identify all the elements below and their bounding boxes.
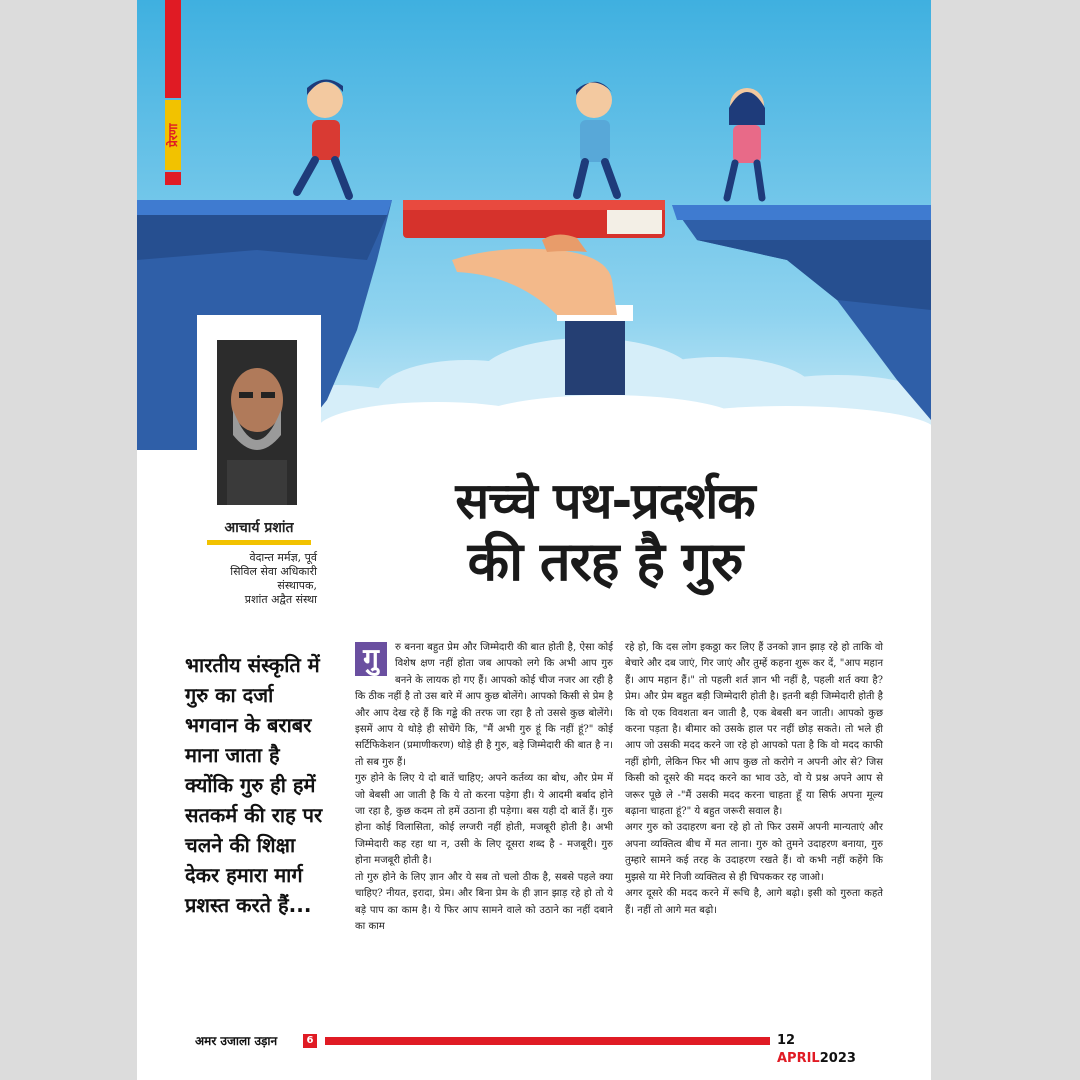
section-label: प्रेरणा [165,100,181,170]
headline-line-2: की तरह है गुरु [467,530,743,593]
article-body [355,640,883,1010]
article-paragraph: रहे हो, कि दस लोग इकठ्ठा कर लिए हैं उनको ज्ञान झाड़ रहे हो ताकि वो बेचारे और दब जाएं, गिर जाएं और तुम्हें कहना शुरू कर दें, "आप महान हैं। आप महान हैं।" तो पहली शर्त ज्ञान भी नहीं है, पहली शर्त क्या है? प्रेम। और प्रेम बहुत बड़ी जिम्मेदारी होती है। इतनी बड़ी जिम्मेदारी होती है कि वो एक विवशता बन जाती है, एक बेबसी बन जाती। आपको कुछ करना पड़ता है। बीमार को उसके हाल पर नहीं छोड़ सकते। तो भले ही आप जो उसकी मदद करने जा रहे हो आपको पता है कि वो मदद काफी नहीं होगी, लेकिन फिर भी आप कुछ तो करोगे न अपनी ओर से? जिस किसी को दूसरे की मदद करने का भाव उठे, वो ये प्रश्न अपने आप से जरूर पूछे ले -"मैं उसकी मदद करना चाहता हूँ या सिर्फ अपना मूल्य बढ़ाना चाहता हूं?" ये बहुत जरूरी सवाल है। [625,642,883,818]
author-desc-line: प्रशांत अद्वैत संस्था [244,593,317,606]
article-column-1 [355,640,613,935]
date-year: 2023 [819,1051,856,1066]
footer-red-rule [325,1037,770,1045]
article-headline [415,472,795,594]
article-intro-text: रु बनना बहुत प्रेम और जिम्मेदारी की बात होती है, ऐसा कोई विशेष क्षण नहीं होता जब आपको लगे कि अभी आप गुरु बनने के लायक हो गए हैं। आपको कोई चीज नजर आ रही है कि ठीक नहीं है तो उस बारे में आप कुछ बोलेंगे। आपको किसी से प्रेम है और आप देख रहे हैं कि गड्ढे की तरफ जा रहा है तो उससे कुछ बोलेंगे। इसमें आप ये थोड़े ही सोचेंगे कि, "मैं अभी गुरु हूं कि नहीं हूं?" कोई सर्टिफिकेशन (प्रमाणीकरण) थोड़े ही है गुरु, बड़े जिम्मेदारी की बात है न। तो सब गुरु हैं। [355,642,613,768]
page-footer [195,1032,875,1066]
author-desc-line: वेदान्त मर्मज्ञ, पूर्व [249,551,317,564]
author-name: आचार्य प्रशांत [224,520,294,536]
article-paragraph: तो गुरु होने के लिए ज्ञान और ये सब तो चलो ठीक है, सबसे पहले क्या चाहिए? नीयत, इरादा, प्रेम। और बिना प्रेम के ही ज्ञान झाड़ रहे हो तो ये बड़े पाप का काम है। ये फिर आप सामने वाले को उठाने का नहीं दबाने का काम [355,871,613,932]
article-paragraph: अगर गुरु को उदाहरण बना रहे हो तो फिर उसमें अपनी मान्यताएं और अपना व्यक्तित्व बीच में मत लाना। गुरु को तुमने उदाहरण बनाया, गुरु तुम्हारे सामने कई तरह के उदाहरण रखते हैं। वो कभी नहीं कहेंगे कि मुझसे या मेरे निजी व्यक्तित्व से ही चिपककर रह जाओ। [625,822,883,883]
date-day: 12 [777,1033,796,1048]
article-paragraph [355,640,613,771]
author-divider [207,540,311,545]
headline-line-1: सच्चे पथ-प्रदर्शक [455,472,755,530]
magazine-page [137,0,931,1080]
section-tab-red-bar [165,0,181,98]
section-tab-red-bar-bottom [165,172,181,185]
publication-brand: अमर उजाला उड़ान [195,1034,278,1048]
section-tab [165,0,181,185]
author-desc-line: संस्थापक, [277,579,317,592]
article-column-2 [625,640,883,919]
drop-cap: गु [355,642,387,676]
author-photo [217,340,297,505]
author-card [197,315,321,623]
pull-quote: भारतीय संस्कृति में गुरु का दर्जा भगवान के बराबर माना जाता है क्योंकि गुरु ही हमें सतकर्म की राह पर चलने की शिक्षा देकर हमारा मार्ग प्रशस्त करते हैं... [185,653,323,917]
author-desc-line: सिविल सेवा अधिकारी [230,565,317,578]
date-month: APRIL [777,1051,820,1066]
article-paragraph: गुरु होने के लिए ये दो बातें चाहिए; अपने कर्तव्य का बोध, और प्रेम में जो बेबसी आ जाती है कि ये तो करना पड़ेगा ही। ये आदमी बर्बाद होने जा रहा है, कुछ कदम तो हमें उठाना ही पड़ेगा। बस यही दो बातें हैं। गुरु होना कोई विलासिता, कोई लग्जरी नहीं होती, मजबूरी होती है। अभी जिम्मेदारी कह रहा था न, उसी के लिए दूसरा शब्द है - मजबूरी। गुरु होना मजबूरी होती है। [355,773,613,867]
author-description [197,551,317,607]
issue-date [777,1032,875,1068]
article-paragraph: अगर दूसरे की मदद करने में रूचि है, आगे बढ़ो। इसी को गुरुता कहते हैं। नहीं तो आगे मत बढ़ो। [625,888,883,916]
page-number: 6 [303,1034,317,1048]
